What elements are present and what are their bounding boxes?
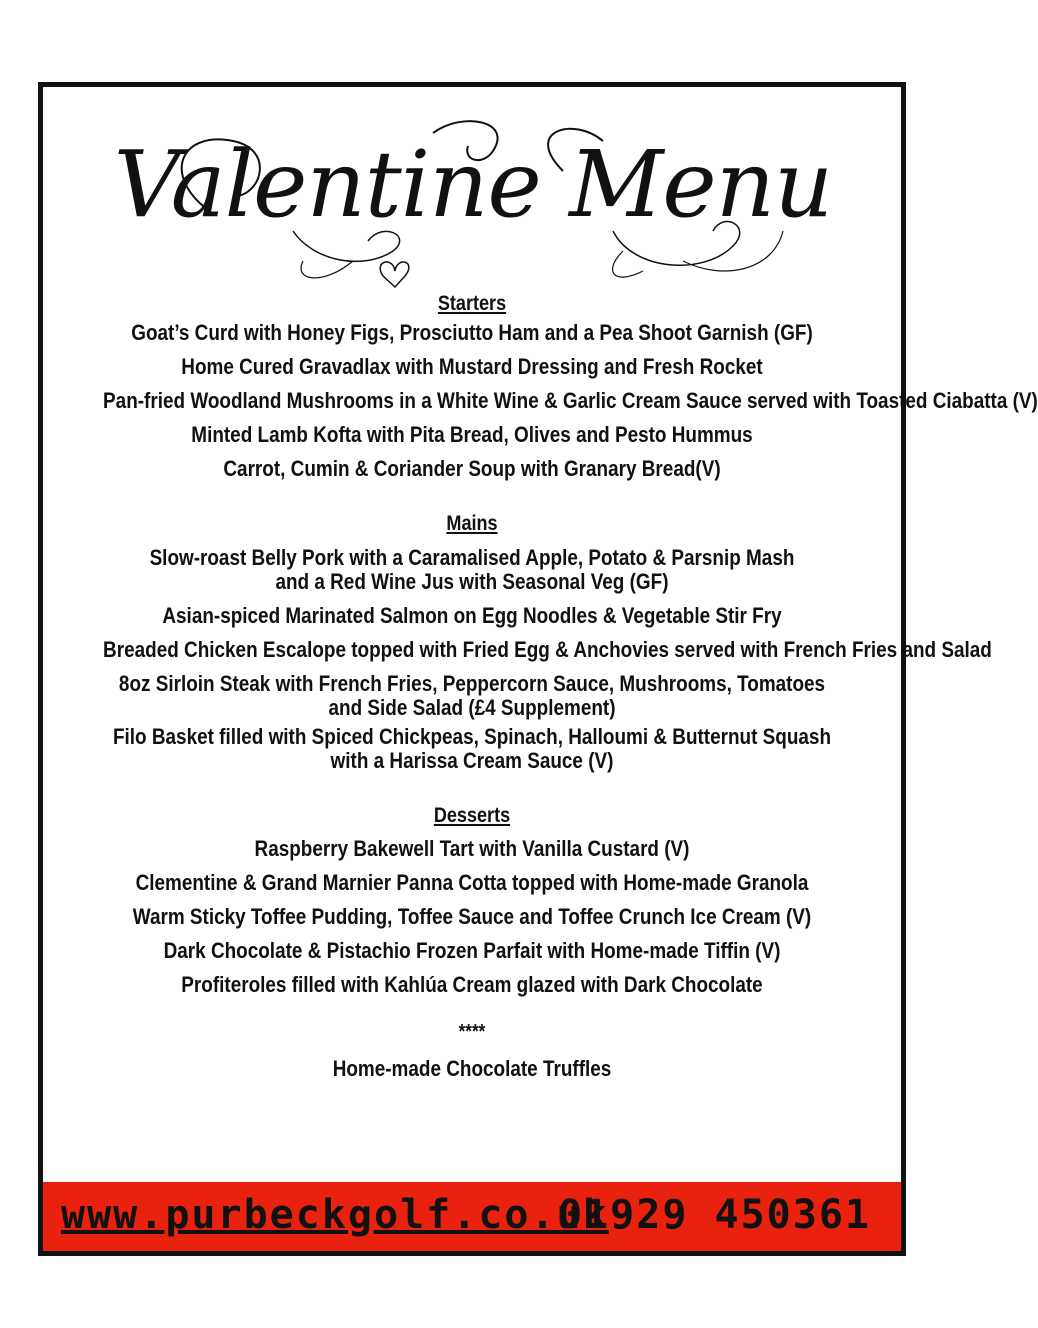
starters-heading: Starters xyxy=(437,292,507,315)
footer-bar xyxy=(43,1182,901,1251)
website-link[interactable]: www.purbeckgolf.co.uk xyxy=(61,1192,609,1238)
list-item: Home Cured Gravadlax with Mustard Dressing and Fresh Rocket xyxy=(181,354,763,379)
separator-stars: **** xyxy=(458,1021,486,1043)
list-item xyxy=(103,672,841,720)
mains-heading: Mains xyxy=(446,512,498,535)
list-item-line: and Side Salad (£4 Supplement) xyxy=(328,695,616,720)
list-item xyxy=(103,546,841,594)
list-item: Minted Lamb Kofta with Pita Bread, Olives and Pesto Hummus xyxy=(191,422,753,447)
desserts-list xyxy=(103,832,841,1002)
list-item: Asian-spiced Marinated Salmon on Egg Noodles & Vegetable Stir Fry xyxy=(162,603,782,628)
list-item-line: and a Red Wine Jus with Seasonal Veg (GF) xyxy=(275,569,669,594)
list-item-line: with a Harissa Cream Sauce (V) xyxy=(330,748,614,773)
list-item: Pan-fried Woodland Mushrooms in a White Wine & Garlic Cream Sauce served with Toasted Ciabatta (V) xyxy=(103,388,1038,413)
list-item-line: Slow-roast Belly Pork with a Caramalised Apple, Potato & Parsnip Mash xyxy=(149,545,795,570)
desserts-heading: Desserts xyxy=(433,804,511,827)
phone-number: 01929 450361 xyxy=(558,1192,871,1238)
menu-body xyxy=(103,292,1038,1086)
list-item: Raspberry Bakewell Tart with Vanilla Custard (V) xyxy=(254,836,690,861)
list-item xyxy=(103,725,841,773)
title-area xyxy=(43,111,901,301)
mains-list xyxy=(103,545,992,773)
starters-list xyxy=(103,316,1038,486)
closing-item: Home-made Chocolate Truffles xyxy=(332,1056,612,1081)
list-item-line: Filo Basket filled with Spiced Chickpeas, Spinach, Halloumi & Butternut Squash xyxy=(112,724,832,749)
list-item: Profiteroles filled with Kahlúa Cream glazed with Dark Chocolate xyxy=(181,972,763,997)
list-item: Dark Chocolate & Pistachio Frozen Parfait with Home-made Tiffin (V) xyxy=(163,938,781,963)
list-item: Breaded Chicken Escalope topped with Fried Egg & Anchovies served with French Fries and Salad xyxy=(103,637,992,662)
menu-title: Valentine Menu xyxy=(113,131,833,238)
menu-frame xyxy=(38,82,1038,1256)
list-item: Warm Sticky Toffee Pudding, Toffee Sauce and Toffee Crunch Ice Cream (V) xyxy=(132,904,812,929)
list-item-line: 8oz Sirloin Steak with French Fries, Peppercorn Sauce, Mushrooms, Tomatoes xyxy=(118,671,826,696)
list-item: Clementine & Grand Marnier Panna Cotta topped with Home-made Granola xyxy=(135,870,809,895)
list-item: Carrot, Cumin & Coriander Soup with Granary Bread(V) xyxy=(223,456,721,481)
list-item: Goat’s Curd with Honey Figs, Prosciutto Ham and a Pea Shoot Garnish (GF) xyxy=(131,320,813,345)
title-flourish xyxy=(113,111,833,301)
